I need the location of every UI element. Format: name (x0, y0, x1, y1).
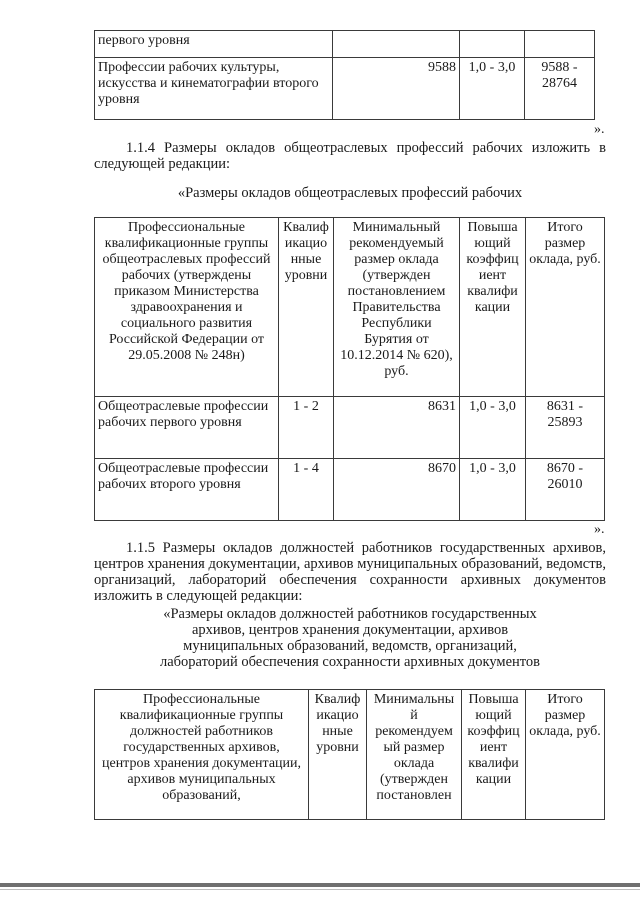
column-header: Квалиф икацио нные уровни (309, 690, 367, 820)
scan-edge-line (0, 889, 640, 890)
table-row (95, 31, 595, 58)
column-header: Итого размер оклада, руб. (526, 690, 605, 820)
table-cell: 8631 (334, 397, 460, 459)
column-header: Квалиф икацио нные уровни (279, 218, 334, 397)
column-header: Повыша ющий коэффиц иент квалифи кации (460, 218, 526, 397)
column-header: Итого размер оклада, руб. (526, 218, 605, 397)
column-header: Минимальный рекомендуемый размер оклада (утвержден постановлением Правительства Республики Бурятия от 10.12.2014 № 620), руб. (334, 218, 460, 397)
title-line: архивов, центров хранения документации, архивов (191, 622, 509, 638)
paragraph-1-1-4 (94, 140, 606, 172)
closing-quote: ». (594, 122, 605, 137)
table-general-workers (94, 217, 605, 521)
table-title: «Размеры окладов общеотраслевых профессий рабочих (177, 185, 523, 201)
table-cell: 9588 (333, 58, 460, 120)
table-cell: 8670 (334, 459, 460, 521)
closing-quote: ». (594, 522, 605, 537)
scan-edge-bar (0, 883, 640, 887)
table-cell (460, 31, 525, 58)
table-cell: 8631 - 25893 (526, 397, 605, 459)
table-cell: 1,0 - 3,0 (460, 397, 526, 459)
table-cell: 8670 - 26010 (526, 459, 605, 521)
table-cell: 1 - 2 (279, 397, 334, 459)
title-line: муниципальных образований, ведомств, организаций, (183, 638, 517, 654)
table-row (95, 459, 605, 521)
paragraph-text: 1.1.4 Размеры окладов общеотраслевых профессий рабочих изложить в следующей редакции: (94, 140, 606, 172)
table-title (94, 606, 606, 670)
paragraph-text: 1.1.5 Размеры окладов должностей работников государственных архивов, центров хранения документации, архивов муниципальных образований, ведомств, организаций, лабораторий обеспечения сохранности архивных документов изложить в следующей редакции: (94, 540, 606, 604)
table-cell: Профессии рабочих культуры, искусства и кинематографии второго уровня (95, 58, 333, 120)
table-cell (525, 31, 595, 58)
table-workers-culture (94, 30, 595, 120)
column-header: Минимальны й рекомендуем ый размер оклада (утвержден постановлен (367, 690, 462, 820)
table-cell: 1 - 4 (279, 459, 334, 521)
table-cell: 9588 - 28764 (525, 58, 595, 120)
table-cell: 1,0 - 3,0 (460, 459, 526, 521)
table-row (95, 58, 595, 120)
table-cell: 1,0 - 3,0 (460, 58, 525, 120)
column-header: Повыша ющий коэффиц иент квалифи кации (462, 690, 526, 820)
table-cell: Общеотраслевые профессии рабочих первого уровня (95, 397, 279, 459)
table-cell: первого уровня (95, 31, 333, 58)
title-line: лабораторий обеспечения сохранности архивных документов (159, 654, 541, 670)
column-header: Профессиональные квалификационные группы общеотраслевых профессий рабочих (утверждены приказом Министерства здравоохранения и социального развития Российской Федерации от 29.05.2008 № 248н) (95, 218, 279, 397)
table-cell: Общеотраслевые профессии рабочих второго уровня (95, 459, 279, 521)
paragraph-1-1-5 (94, 540, 606, 604)
title-line: «Размеры окладов должностей работников государственных (163, 606, 537, 622)
table-header-row (95, 690, 605, 820)
table-row (95, 397, 605, 459)
table-cell (333, 31, 460, 58)
table-archive-workers (94, 689, 605, 820)
table-header-row (95, 218, 605, 397)
column-header: Профессиональные квалификационные группы должностей работников государственных архивов, центров хранения документации, архивов муниципальных образований, (95, 690, 309, 820)
